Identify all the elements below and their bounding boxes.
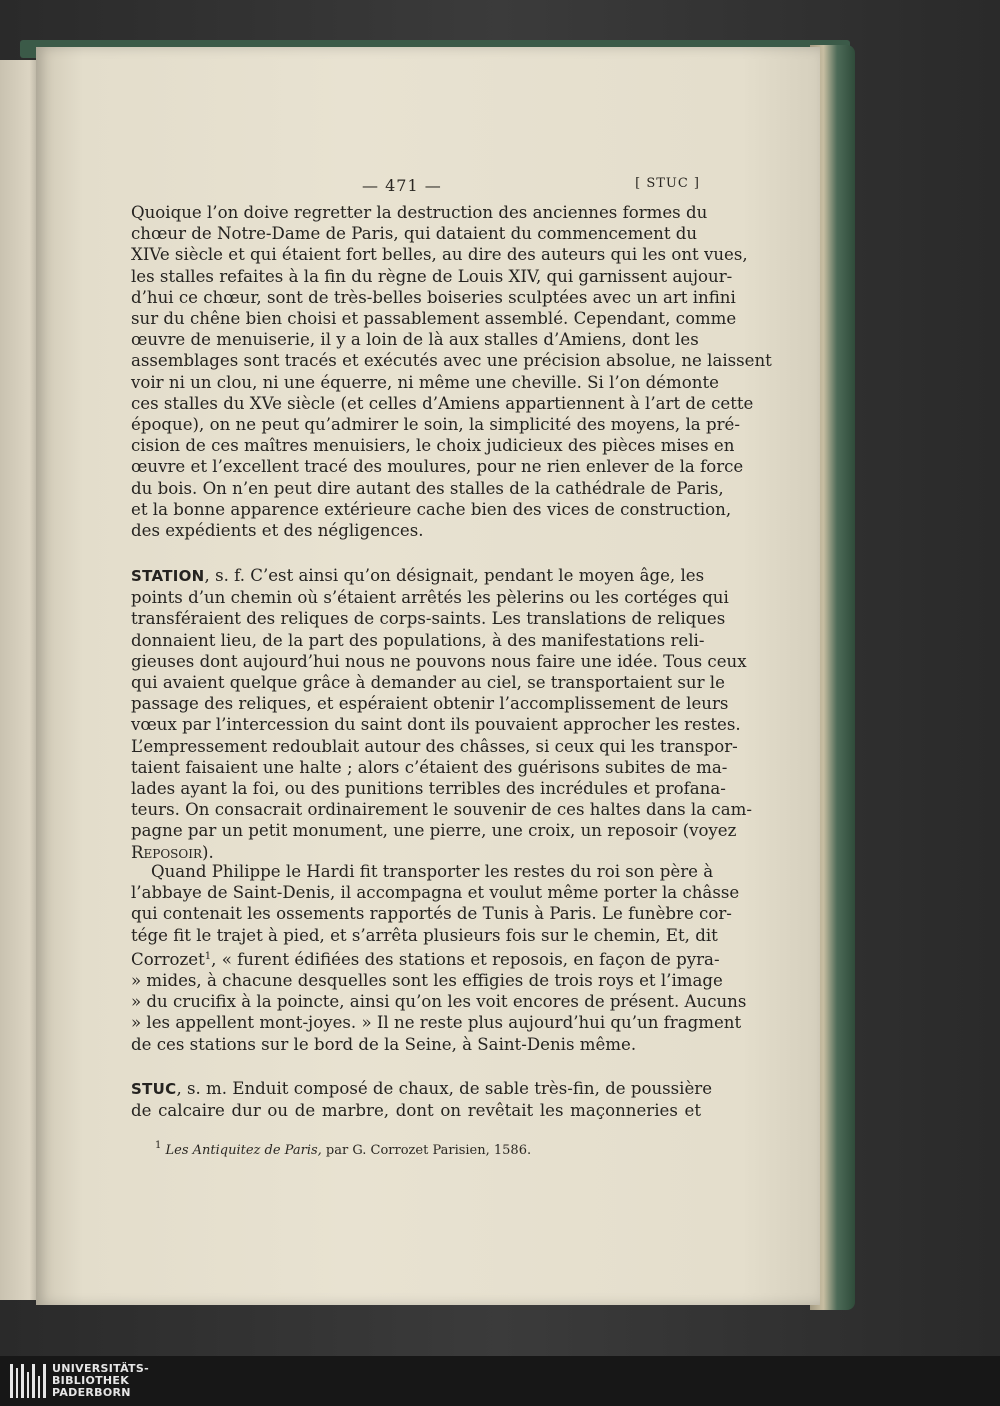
- page-header: [130, 176, 700, 200]
- text-line: assemblages sont tracés et exécutés avec une précision absolue, ne laissent: [131, 351, 772, 371]
- text-line: [131, 565, 705, 587]
- text-line: [131, 1078, 713, 1100]
- text-line: voir ni un clou, ni une équerre, ni même une cheville. Si l’on démonte: [131, 372, 719, 392]
- text-line: Quoique l’on doive regretter la destruction des anciennes formes du: [131, 203, 708, 222]
- library-name-line: BIBLIOTHEK: [52, 1374, 130, 1387]
- text-line: ces stalles du XVe siècle (et celles d’Amiens appartiennent à l’art de cette: [131, 393, 754, 413]
- paragraph-philippe: [131, 861, 747, 1055]
- text-line: œuvre de menuiserie, il y a loin de là aux stalles d’Amiens, dont les: [131, 330, 699, 350]
- text-line: des expédients et des négligences.: [131, 521, 424, 541]
- library-name-line: PADERBORN: [52, 1386, 131, 1399]
- footnote-number: 1: [155, 1140, 162, 1151]
- text-line: du bois. On n’en peut dire autant des stalles de la cathédrale de Paris,: [131, 478, 724, 498]
- text-line: gieuses dont aujourd’hui nous ne pouvons nous faire une idée. Tous ceux: [131, 651, 747, 671]
- text-run: , s. f. C’est ainsi qu’on désignait, pendant le moyen âge, les: [204, 566, 705, 585]
- text-line: les stalles refaites à la fin du règne de Louis XIV, qui garnissent aujour-: [131, 266, 733, 286]
- text-line: chœur de Notre-Dame de Paris, qui dataient du commencement du: [131, 224, 698, 244]
- text-line: d’hui ce chœur, sont de très-belles boiseries sculptées avec un art infini: [131, 287, 736, 307]
- cross-reference: Reposoir).: [131, 842, 214, 862]
- text-line: taient faisaient une halte ; alors c’étaient des guérisons subites de ma-: [131, 757, 728, 777]
- headword-stuc: STUC: [131, 1080, 177, 1098]
- text-line: XIVe siècle et qui étaient fort belles, au dire des auteurs qui les ont vues,: [131, 245, 748, 265]
- text-line: » mides, à chacune desquelles sont les effigies de trois roys et l’image: [131, 971, 723, 991]
- library-logo-icon: [10, 1364, 46, 1398]
- text-line: cision de ces maîtres menuisiers, le choix judicieux des pièces mises en: [131, 436, 735, 456]
- text-line: de ces stations sur le bord de la Seine, à Saint-Denis même.: [131, 1034, 637, 1054]
- text-run: , s. m. Enduit composé de chaux, de sable très-fin, de poussière: [176, 1079, 713, 1098]
- text-line: Quand Philippe le Hardi fit transporter les restes du roi son père à: [151, 862, 714, 881]
- page-number: — 471 —: [362, 176, 442, 195]
- text-line: époque), on ne peut qu’admirer le soin, la simplicité des moyens, la pré-: [131, 415, 740, 435]
- text-run: Corrozet: [131, 949, 205, 969]
- text-line: qui contenait les ossements rapportés de Tunis à Paris. Le funèbre cor-: [131, 904, 732, 924]
- text-line: donnaient lieu, de la part des populations, à des manifestations reli-: [131, 630, 705, 650]
- headword-station: STATION: [131, 567, 205, 585]
- text-line: de calcaire dur ou de marbre, dont on revêtait les maçonneries et: [131, 1101, 701, 1121]
- text-line: passage des reliques, et espéraient obtenir l’accomplissement de leurs: [131, 694, 729, 714]
- text-line: [131, 946, 720, 970]
- footnote-title: Les Antiquitez de Paris,: [165, 1143, 322, 1158]
- text-line: œuvre et l’excellent tracé des moulures, pour ne rien enlever de la force: [131, 457, 744, 477]
- text-line: lades ayant la foi, ou des punitions terribles des incrédules et profana-: [131, 779, 726, 799]
- text-line: qui avaient quelque grâce à demander au ciel, se transportaient sur le: [131, 673, 725, 693]
- text-line: l’abbaye de Saint-Denis, il accompagna et voulut même porter la châsse: [131, 883, 740, 903]
- footnote: [155, 1140, 605, 1158]
- text-line: sur du chêne bien choisi et passablement assemblé. Cependant, comme: [131, 309, 737, 329]
- text-line: tége fit le trajet à pied, et s’arrêta plusieurs fois sur le chemin, Et, dit: [131, 925, 718, 945]
- text-line: » les appellent mont-joyes. » Il ne reste plus aujourd’hui qu’un fragment: [131, 1013, 742, 1033]
- footnote-marker: 1: [204, 950, 212, 962]
- running-head: [ STUC ]: [635, 176, 700, 191]
- library-footer: [0, 1356, 1000, 1406]
- text-line: vœux par l’intercession du saint dont ils pouvaient approcher les restes.: [131, 715, 741, 735]
- footnote-text: par G. Corrozet Parisien, 1586.: [321, 1143, 532, 1158]
- paragraph-stalles: [131, 202, 772, 541]
- text-run: , « furent édifiées des stations et reposois, en façon de pyra-: [211, 949, 720, 969]
- text-line: pagne par un petit monument, une pierre, une croix, un reposoir (voyez: [131, 821, 737, 841]
- text-line: points d’un chemin où s’étaient arrêtés les pèlerins ou les cortéges qui: [131, 588, 729, 608]
- text-line: et la bonne apparence extérieure cache bien des vices de construction,: [131, 499, 732, 519]
- entry-stuc: [131, 1078, 713, 1121]
- library-name: [52, 1363, 149, 1399]
- text-line: teurs. On consacrait ordinairement le souvenir de ces haltes dans la cam-: [131, 800, 752, 820]
- entry-station: [131, 565, 752, 863]
- text-line: » du crucifix à la poincte, ainsi qu’on les voit encores de présent. Aucuns: [131, 992, 747, 1012]
- text-line: L’empressement redoublait autour des châsses, si ceux qui les transpor-: [131, 736, 738, 756]
- text-line: transféraient des reliques de corps-saints. Les translations de reliques: [131, 609, 726, 629]
- library-name-line: UNIVERSITÄTS-: [52, 1362, 149, 1375]
